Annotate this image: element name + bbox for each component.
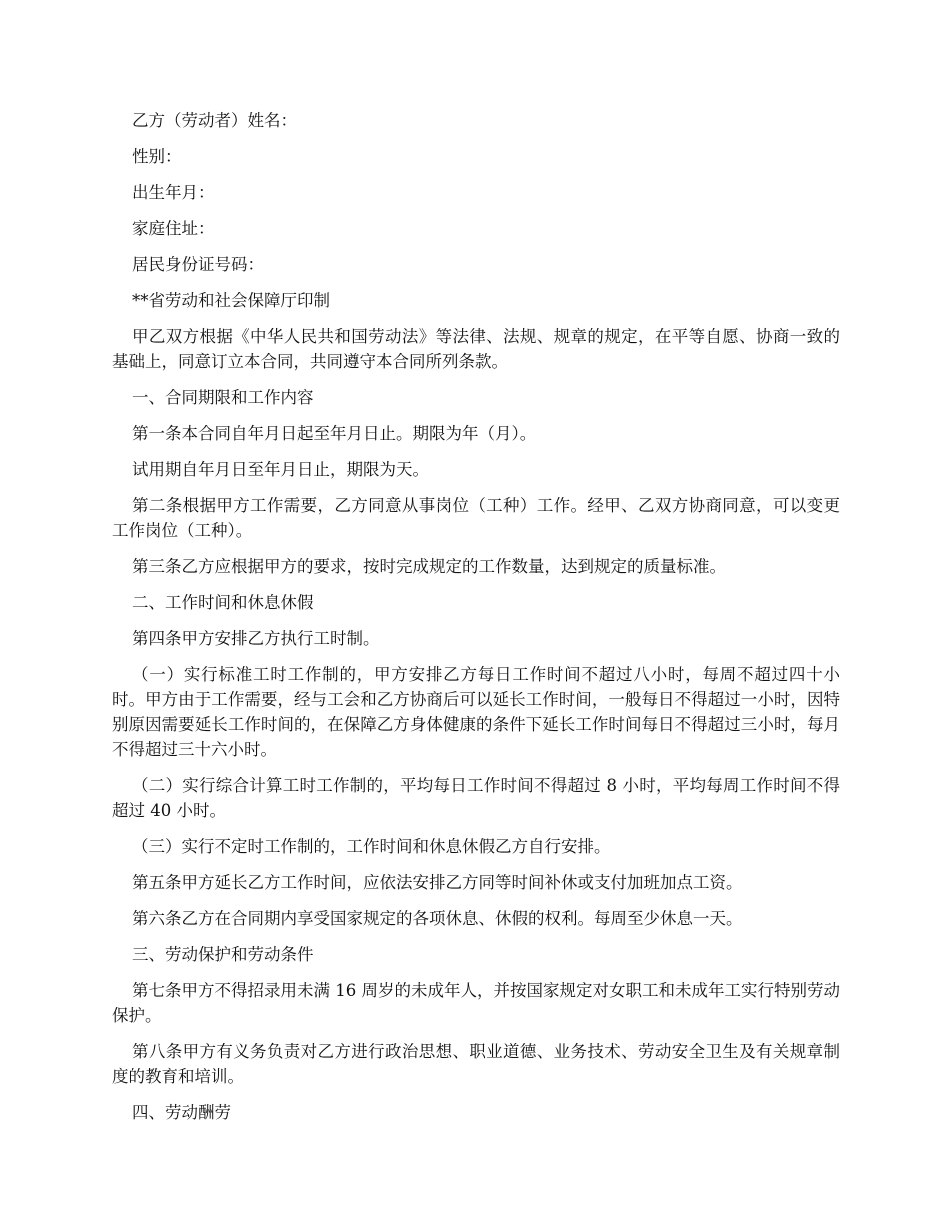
- field-id-number: 居民身份证号码：: [132, 255, 264, 274]
- article-6: 第六条乙方在合同期内享受国家规定的各项休息、休假的权利。每周至少休息一天。: [132, 909, 743, 928]
- field-address: 家庭住址：: [132, 219, 215, 238]
- section-heading: 四、劳动酬劳: [132, 1103, 231, 1122]
- article-8: 第八条甲方有义务负责对乙方进行政治思想、职业道德、业务技术、劳动安全卫生及有关规章制度的教育和培训。: [112, 1042, 840, 1086]
- article-1: 第一条本合同自年月日起至年月日止。期限为年（月）。: [132, 424, 537, 443]
- article-7: 第七条甲方不得招录用未满 16 周岁的未成年人，并按国家规定对女职工和未成年工实行特别劳动保护。: [112, 981, 840, 1025]
- article-3: 第三条乙方应根据甲方的要求，按时完成规定的工作数量，达到规定的质量标准。: [132, 557, 726, 576]
- clause-flexible-hours: （三）实行不定时工作制的，工作时间和休息休假乙方自行安排。: [132, 837, 611, 856]
- field-birth-date: 出生年月：: [132, 183, 215, 202]
- clause-comprehensive-hours: （二）实行综合计算工时工作制的，平均每日工作时间不得超过 8 小时，平均每周工作时间不得超过 40 小时。: [112, 776, 840, 820]
- article-4: 第四条甲方安排乙方执行工时制。: [132, 629, 380, 648]
- document-body: [112, 108, 840, 1136]
- article-5: 第五条甲方延长乙方工作时间，应依法安排乙方同等时间补休或支付加班加点工资。: [132, 873, 743, 892]
- issuer-line: **省劳动和社会保障厅印制: [132, 291, 330, 310]
- preamble: 甲乙双方根据《中华人民共和国劳动法》等法律、法规、规章的规定，在平等自愿、协商一致的基础上，同意订立本合同，共同遵守本合同所列条款。: [112, 327, 840, 371]
- field-gender: 性别：: [132, 147, 182, 166]
- field-name: 乙方（劳动者）姓名：: [132, 111, 297, 130]
- article-2: 第二条根据甲方工作需要，乙方同意从事岗位（工种）工作。经甲、乙双方协商同意，可以变更工作岗位（工种）。: [112, 496, 840, 540]
- section-heading: 二、工作时间和休息休假: [132, 593, 314, 612]
- clause-standard-hours: （一）实行标准工时工作制的，甲方安排乙方每日工作时间不超过八小时，每周不超过四十小时。甲方由于工作需要，经与工会和乙方协商后可以延长工作时间，一般每日不得超过一小时，因特别原因需要延长工作时间的，在保障乙方身体健康的条件下延长工作时间每日不得超过三小时，每月不得超过三十六小时。: [112, 665, 840, 759]
- section-heading: 三、劳动保护和劳动条件: [132, 945, 314, 964]
- probation-clause: 试用期自年月日至年月日止，期限为天。: [132, 460, 429, 479]
- section-heading: 一、合同期限和工作内容: [132, 388, 314, 407]
